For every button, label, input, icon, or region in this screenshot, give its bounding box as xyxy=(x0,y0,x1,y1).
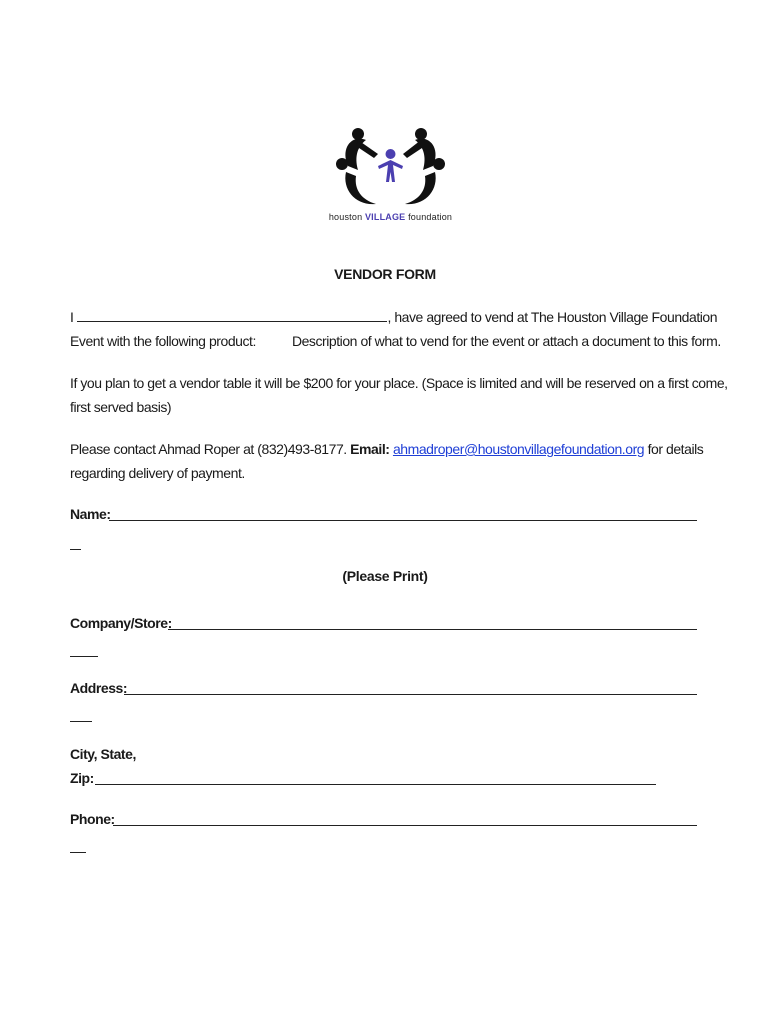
company-field-line-wrap xyxy=(70,656,98,657)
agreement-text: , have agreed to vend at The Houston Village Foundation xyxy=(387,309,718,325)
table-fee-line-2: first served basis) xyxy=(70,399,172,415)
city-state-label: City, State, xyxy=(70,746,136,762)
form-title: VENDOR FORM xyxy=(334,266,436,282)
houston-village-foundation-logo xyxy=(318,120,463,238)
product-label: Event with the following product: xyxy=(70,333,256,349)
name-field-line[interactable] xyxy=(109,520,697,521)
agreement-i: I xyxy=(70,309,74,325)
product-description: Description of what to vend for the event or attach a document to this form. xyxy=(291,333,721,349)
name-label: Name: xyxy=(70,506,111,522)
contact-line-2: regarding delivery of payment. xyxy=(70,465,245,481)
contact-line-1 xyxy=(70,437,703,461)
email-label: Email: xyxy=(350,441,390,457)
agreement-line xyxy=(70,305,717,329)
email-link[interactable]: ahmadroper@houstonvillagefoundation.org xyxy=(392,441,645,457)
name-field-line-wrap xyxy=(70,549,81,550)
contact-suffix: for details xyxy=(644,441,704,457)
zip-label: Zip: xyxy=(70,770,94,786)
product-line xyxy=(70,329,721,353)
logo-caption: houston VILLAGE foundation xyxy=(328,212,453,222)
address-field-line-wrap xyxy=(70,721,92,722)
phone-field-line[interactable] xyxy=(113,825,697,826)
people-circle-icon xyxy=(318,120,463,212)
phone-label: Phone: xyxy=(70,811,115,827)
company-label: Company/Store: xyxy=(70,615,172,631)
company-field-line[interactable] xyxy=(168,629,697,630)
contact-text: Please contact Ahmad Roper at (832)493-8177. xyxy=(70,441,351,457)
phone-field-line-wrap xyxy=(70,852,86,853)
address-field-line[interactable] xyxy=(124,694,697,695)
address-label: Address: xyxy=(70,680,128,696)
please-print-note: (Please Print) xyxy=(342,568,428,584)
city-state-zip-field-line[interactable] xyxy=(95,784,656,785)
table-fee-line-1: If you plan to get a vendor table it will be $200 for your place. (Space is limited and will be reserved on a first come, xyxy=(70,375,728,391)
vendor-name-blank[interactable] xyxy=(77,307,387,322)
